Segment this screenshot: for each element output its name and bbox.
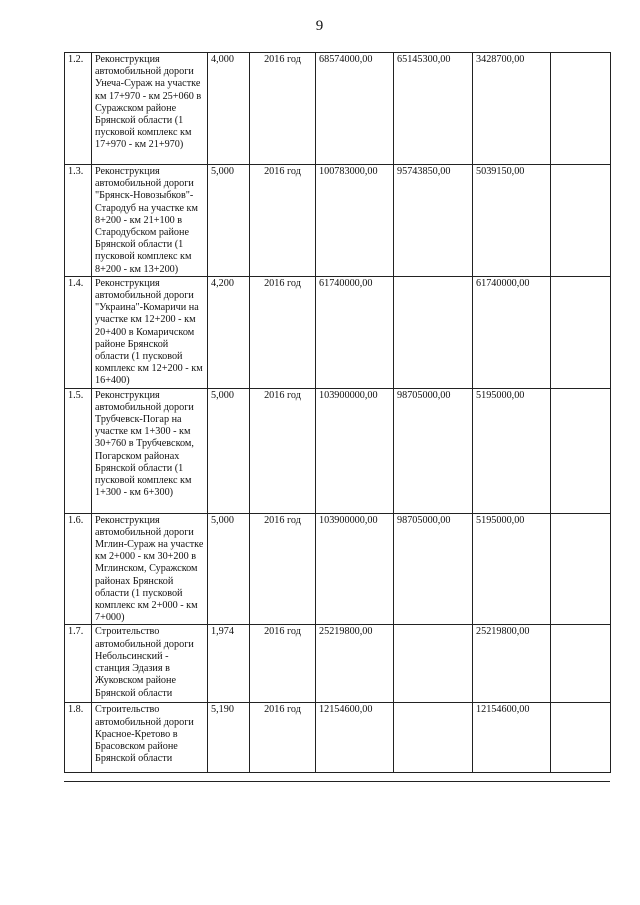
cell-regional-funds: 5195000,00 xyxy=(473,513,551,625)
cell-year: 2016 год xyxy=(250,276,316,388)
cell-object-name: Реконструкция автомобильной дороги Унеча-Сураж на участке км 17+970 - км 25+060 в Суражском районе Брянской области (1 пусковой комплекс км 17+970 - км 21+970) xyxy=(92,53,208,165)
cell-federal-funds xyxy=(394,703,473,773)
cell-regional-funds: 3428700,00 xyxy=(473,53,551,165)
cell-total-cost: 103900000,00 xyxy=(316,513,394,625)
cell-federal-funds: 95743850,00 xyxy=(394,165,473,277)
cell-extra-column xyxy=(551,703,611,773)
cell-extra-column xyxy=(551,513,611,625)
cell-extra-column xyxy=(551,165,611,277)
cell-year: 2016 год xyxy=(250,53,316,165)
cell-row-number: 1.3. xyxy=(65,165,92,277)
table-row xyxy=(65,165,611,277)
cell-total-cost: 68574000,00 xyxy=(316,53,394,165)
cell-row-number: 1.4. xyxy=(65,276,92,388)
cell-federal-funds: 65145300,00 xyxy=(394,53,473,165)
table-bottom-rule xyxy=(64,781,610,782)
cell-federal-funds xyxy=(394,276,473,388)
cell-total-cost: 100783000,00 xyxy=(316,165,394,277)
cell-row-number: 1.5. xyxy=(65,388,92,513)
table-row xyxy=(65,53,611,165)
cell-federal-funds: 98705000,00 xyxy=(394,388,473,513)
cell-regional-funds: 12154600,00 xyxy=(473,703,551,773)
table-row xyxy=(65,388,611,513)
cell-extra-column xyxy=(551,53,611,165)
cell-length-km: 4,000 xyxy=(208,53,250,165)
cell-extra-column xyxy=(551,388,611,513)
cell-regional-funds: 5195000,00 xyxy=(473,388,551,513)
cell-regional-funds: 61740000,00 xyxy=(473,276,551,388)
cell-object-name: Реконструкция автомобильной дороги "Брянск-Новозыбков"-Стародуб на участке км 8+200 - км 21+100 в Стародубском районе Брянской области (1 пусковой комплекс км 8+200 - км 13+200) xyxy=(92,165,208,277)
cell-year: 2016 год xyxy=(250,703,316,773)
cell-federal-funds xyxy=(394,625,473,703)
cell-row-number: 1.6. xyxy=(65,513,92,625)
cell-total-cost: 12154600,00 xyxy=(316,703,394,773)
cell-object-name: Строительство автомобильной дороги Небольсинский - станция Эдазия в Жуковском районе Брянской области xyxy=(92,625,208,703)
cell-year: 2016 год xyxy=(250,165,316,277)
cell-year: 2016 год xyxy=(250,513,316,625)
cell-extra-column xyxy=(551,625,611,703)
cell-year: 2016 год xyxy=(250,625,316,703)
table-row xyxy=(65,513,611,625)
road-projects-table xyxy=(64,52,611,773)
cell-extra-column xyxy=(551,276,611,388)
cell-object-name: Реконструкция автомобильной дороги Мглин-Сураж на участке км 2+000 - км 30+200 в Мглинском, Суражском районах Брянской области (1 пусковой комплекс км 2+000 - км 7+000) xyxy=(92,513,208,625)
cell-row-number: 1.2. xyxy=(65,53,92,165)
cell-object-name: Реконструкция автомобильной дороги Трубчевск-Погар на участке км 1+300 - км 30+760 в Трубчевском, Погарском районах Брянской области (1 пусковой комплекс км 1+300 - км 6+300) xyxy=(92,388,208,513)
cell-object-name: Строительство автомобильной дороги Красное-Кретово в Брасовском районе Брянской области xyxy=(92,703,208,773)
cell-row-number: 1.7. xyxy=(65,625,92,703)
cell-total-cost: 103900000,00 xyxy=(316,388,394,513)
cell-federal-funds: 98705000,00 xyxy=(394,513,473,625)
cell-length-km: 5,190 xyxy=(208,703,250,773)
cell-regional-funds: 5039150,00 xyxy=(473,165,551,277)
cell-regional-funds: 25219800,00 xyxy=(473,625,551,703)
table-row xyxy=(65,703,611,773)
cell-object-name: Реконструкция автомобильной дороги "Украина"-Комаричи на участке км 12+200 - км 20+400 в Комаричском районе Брянской области (1 пусковой комплекс км 12+200 - км 16+400) xyxy=(92,276,208,388)
cell-length-km: 4,200 xyxy=(208,276,250,388)
cell-length-km: 1,974 xyxy=(208,625,250,703)
cell-total-cost: 61740000,00 xyxy=(316,276,394,388)
cell-row-number: 1.8. xyxy=(65,703,92,773)
cell-total-cost: 25219800,00 xyxy=(316,625,394,703)
page-number: 9 xyxy=(315,18,325,34)
cell-length-km: 5,000 xyxy=(208,165,250,277)
table-row xyxy=(65,625,611,703)
cell-length-km: 5,000 xyxy=(208,513,250,625)
cell-length-km: 5,000 xyxy=(208,388,250,513)
cell-year: 2016 год xyxy=(250,388,316,513)
table-row xyxy=(65,276,611,388)
